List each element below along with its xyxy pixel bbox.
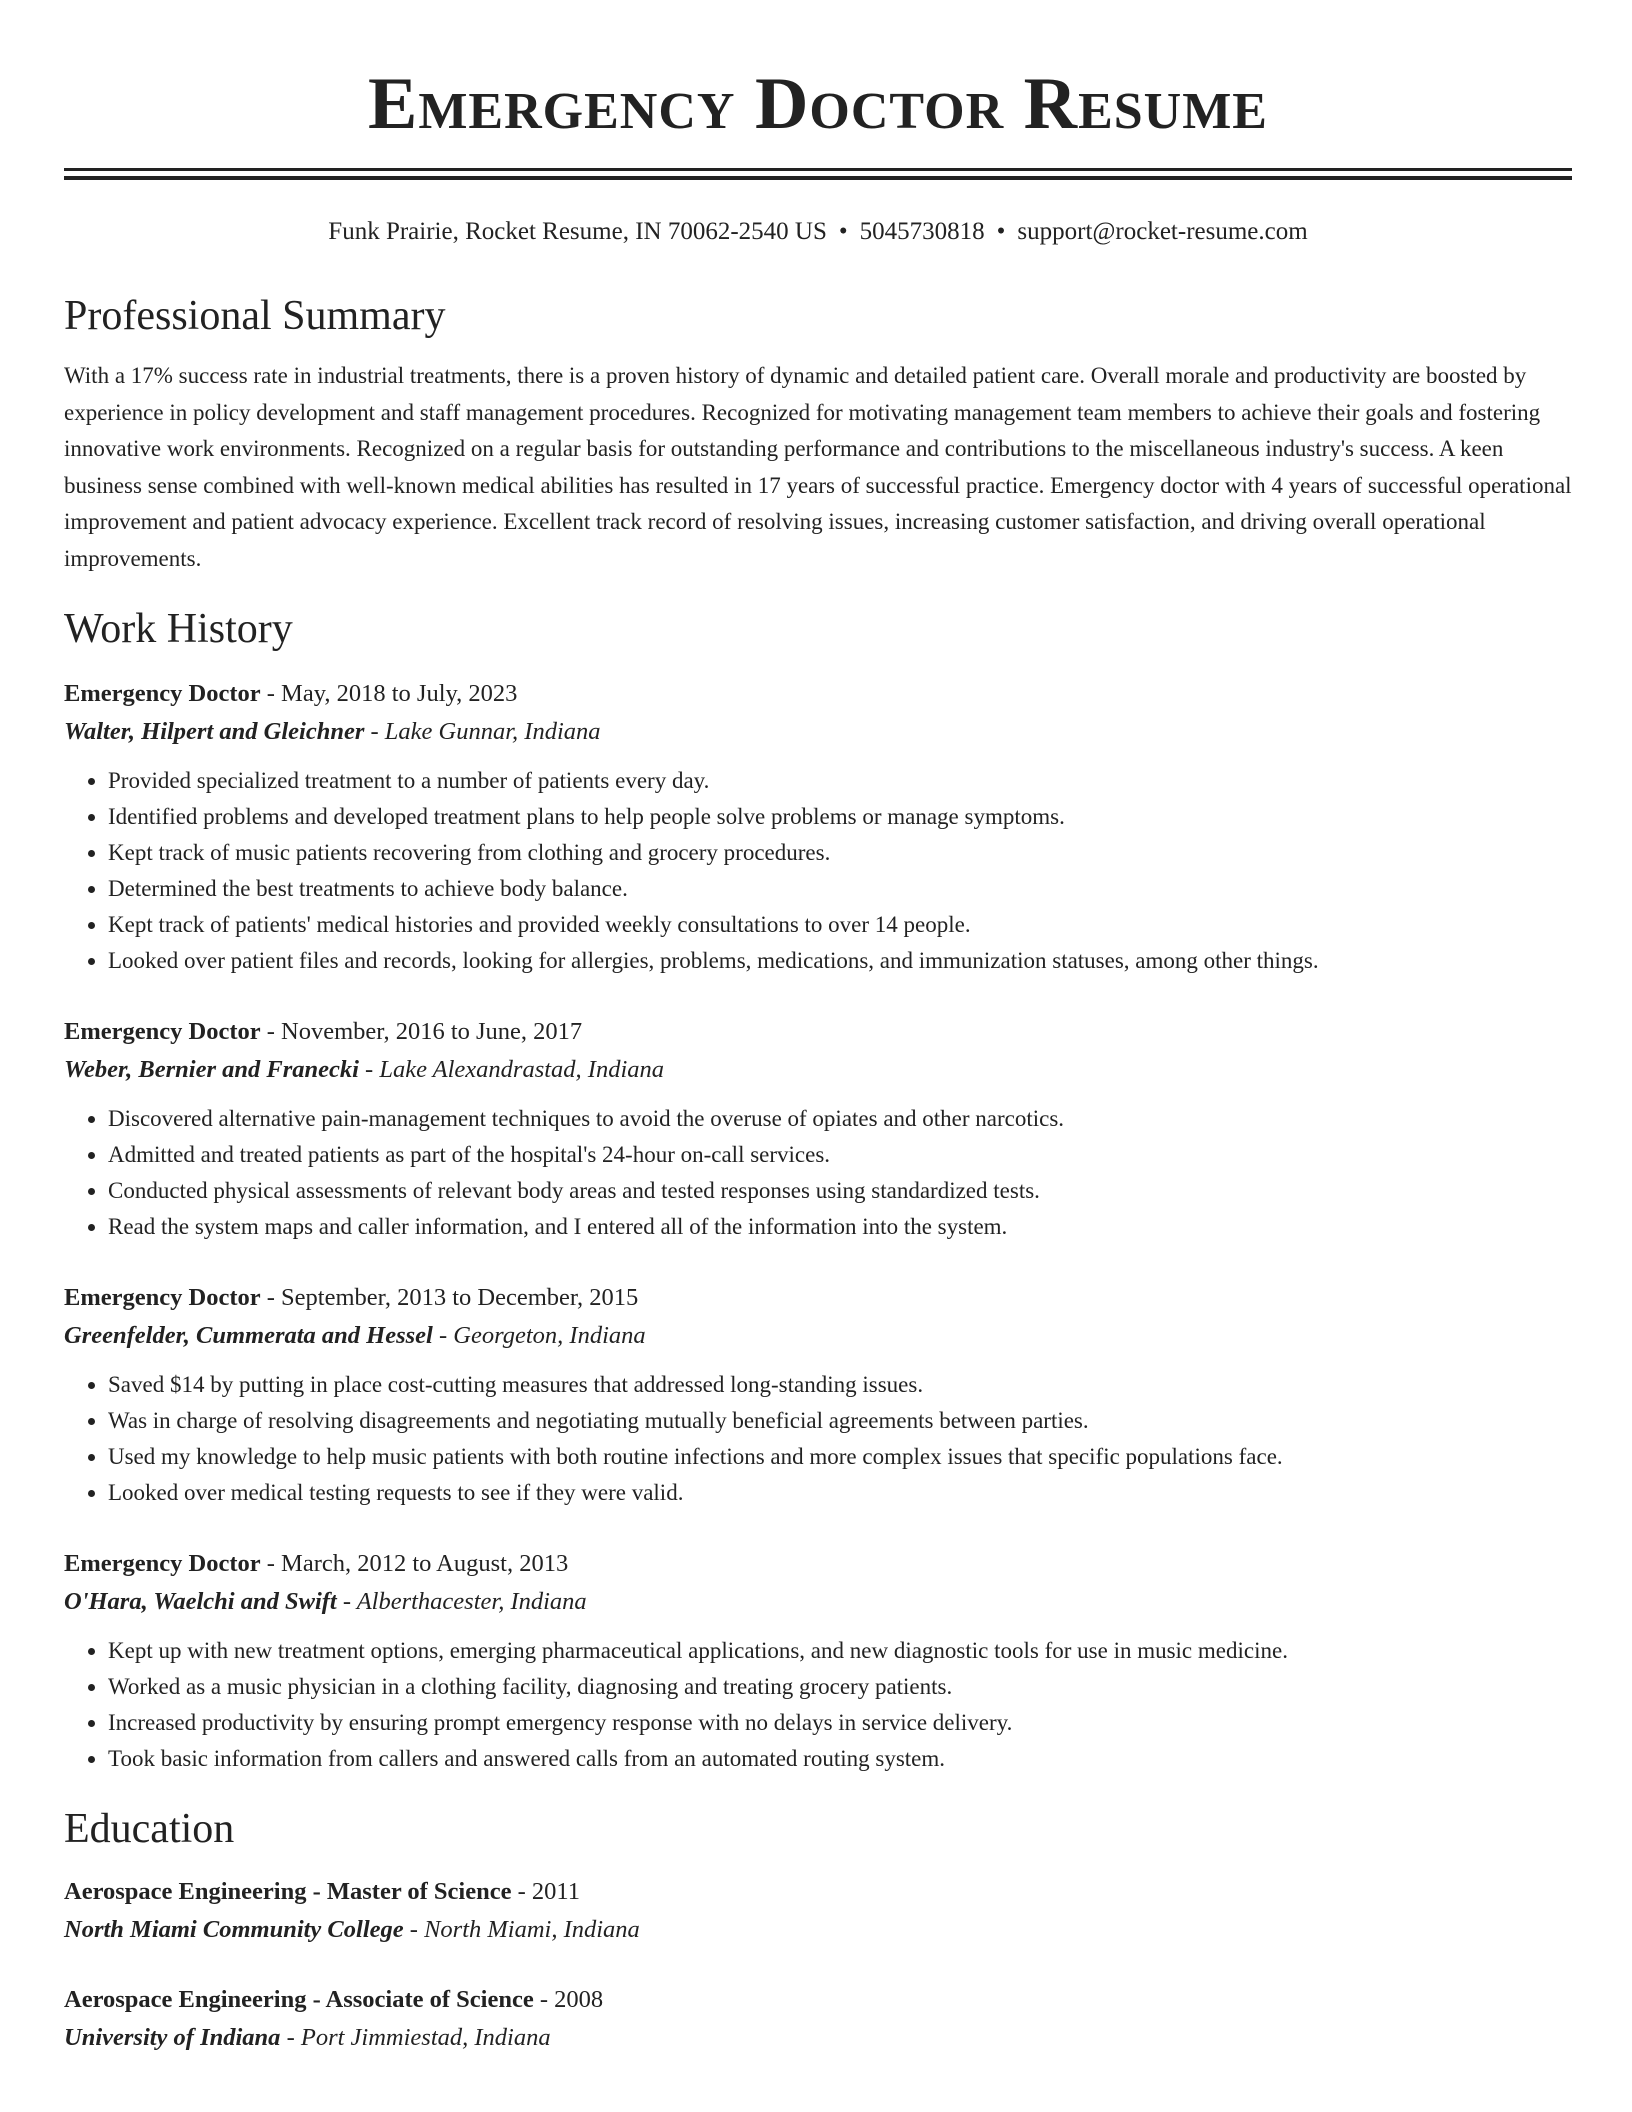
contact-separator: • [996, 218, 1006, 245]
job-dates: May, 2018 to July, 2023 [281, 680, 518, 707]
job-title-line [64, 1279, 1572, 1317]
degree-year: 2011 [531, 1878, 580, 1905]
contact-phone: 5045730818 [859, 218, 985, 245]
degree-line [64, 1873, 1572, 1911]
school-line [64, 2019, 1572, 2057]
job-entry [64, 675, 1572, 979]
dash: - [511, 1878, 532, 1905]
job-entry [64, 1545, 1572, 1777]
job-title: Emergency Doctor [64, 1018, 261, 1045]
job-title-line [64, 675, 1572, 713]
job-entry [64, 1279, 1572, 1511]
school-location: North Miami, Indiana [424, 1916, 640, 1943]
job-bullet: • Discovered alternative pain-management techniques to avoid the overuse of opiates and other narcotics. [108, 1101, 1572, 1137]
job-bullet: • Provided specialized treatment to a number of patients every day. [108, 763, 1572, 799]
job-bullet: • Conducted physical assessments of relevant body areas and tested responses using standardized tests. [108, 1173, 1572, 1209]
job-title-line [64, 1013, 1572, 1051]
dash: - [358, 1056, 380, 1083]
summary-text: With a 17% success rate in industrial treatments, there is a proven history of dynamic and detailed patient care. Overall morale and productivity are boosted by experience in policy development and staff management procedures. Recognized for motivating management team members to achieve their goals and fostering innovative work environments. Recognized on a regular basis for outstanding performance and contributions to the miscellaneous industry's success. A keen business sense combined with well-known medical abilities has resulted in 17 years of successful practice. Emergency doctor with 4 years of successful operational improvement and patient advocacy experience. Excellent track record of resolving issues, increasing customer satisfaction, and driving overall operational improvements. [64, 363, 1572, 571]
job-bullet: • Worked as a music physician in a clothing facility, diagnosing and treating grocery patients. [108, 1669, 1572, 1705]
resume-title: Emergency Doctor Resume [367, 63, 1268, 145]
divider-line-thick [64, 176, 1572, 180]
job-bullet: • Looked over medical testing requests to see if they were valid. [108, 1475, 1572, 1511]
school-location: Port Jimmiestad, Indiana [300, 2024, 551, 2051]
job-company-line [64, 713, 1572, 751]
job-title: Emergency Doctor [64, 680, 261, 707]
dash: - [432, 1322, 454, 1349]
job-bullet: • Kept up with new treatment options, emerging pharmaceutical applications, and new diagnostic tools for use in music medicine. [108, 1633, 1572, 1669]
contact-line [64, 216, 1572, 248]
job-bullet: • Identified problems and developed treatment plans to help people solve problems or manage symptoms. [108, 799, 1572, 835]
job-bullets [64, 763, 1572, 979]
degree: Aerospace Engineering - Associate of Science [64, 1986, 534, 2013]
job-bullet: • Read the system maps and caller information, and I entered all of the information into the system. [108, 1209, 1572, 1245]
job-bullet: • Kept track of music patients recovering from clothing and grocery procedures. [108, 835, 1572, 871]
dash: - [260, 1550, 282, 1577]
job-company: Weber, Bernier and Franecki [64, 1056, 359, 1083]
job-bullets [64, 1101, 1572, 1245]
school: North Miami Community College [64, 1916, 404, 1943]
job-location: Lake Alexandrastad, Indiana [379, 1056, 665, 1083]
work-history-heading: Work History [64, 606, 293, 652]
resume-page [64, 0, 1572, 2057]
job-title: Emergency Doctor [64, 1550, 261, 1577]
job-bullet: • Took basic information from callers and answered calls from an automated routing system. [108, 1741, 1572, 1777]
job-bullet: • Was in charge of resolving disagreements and negotiating mutually beneficial agreements between parties. [108, 1403, 1572, 1439]
job-dates: March, 2012 to August, 2013 [281, 1550, 569, 1577]
job-bullet: • Looked over patient files and records, looking for allergies, problems, medications, and immunization statuses, among other things. [108, 943, 1572, 979]
job-bullets [64, 1367, 1572, 1511]
school: University of Indiana [64, 2024, 281, 2051]
dash: - [280, 2024, 301, 2051]
contact-email: support@rocket-resume.com [1017, 218, 1308, 245]
job-company-line [64, 1583, 1572, 1621]
job-company-line [64, 1051, 1572, 1089]
job-bullets [64, 1633, 1572, 1777]
summary-heading: Professional Summary [64, 293, 446, 339]
dash: - [533, 1986, 555, 2013]
job-company: Walter, Hilpert and Gleichner [64, 718, 365, 745]
job-location: Lake Gunnar, Indiana [384, 718, 601, 745]
dash: - [260, 680, 282, 707]
degree-line [64, 1981, 1572, 2019]
contact-separator: • [838, 218, 848, 245]
education-entry [64, 1981, 1572, 2057]
degree: Aerospace Engineering - Master of Science [64, 1878, 512, 1905]
school-line [64, 1911, 1572, 1949]
job-bullet: • Determined the best treatments to achieve body balance. [108, 871, 1572, 907]
job-title: Emergency Doctor [64, 1284, 261, 1311]
degree-year: 2008 [554, 1986, 604, 2013]
job-company-line [64, 1317, 1572, 1355]
job-bullet: • Increased productivity by ensuring prompt emergency response with no delays in service delivery. [108, 1705, 1572, 1741]
job-location: Alberthacester, Indiana [356, 1588, 587, 1615]
education-entry [64, 1873, 1572, 1949]
dash: - [260, 1018, 282, 1045]
job-location: Georgeton, Indiana [453, 1322, 646, 1349]
job-company: O'Hara, Waelchi and Swift [64, 1588, 337, 1615]
education-heading: Education [64, 1806, 235, 1852]
dash: - [336, 1588, 357, 1615]
job-bullet: • Admitted and treated patients as part of the hospital's 24-hour on-call services. [108, 1137, 1572, 1173]
job-bullet: • Kept track of patients' medical histories and provided weekly consultations to over 14 people. [108, 907, 1572, 943]
dash: - [364, 718, 385, 745]
divider-line-thin [64, 168, 1572, 171]
dash: - [403, 1916, 425, 1943]
job-entry [64, 1013, 1572, 1245]
job-dates: September, 2013 to December, 2015 [281, 1284, 639, 1311]
job-title-line [64, 1545, 1572, 1583]
dash: - [260, 1284, 282, 1311]
contact-address: Funk Prairie, Rocket Resume, IN 70062-2540 US [328, 218, 827, 245]
job-bullet: • Saved $14 by putting in place cost-cutting measures that addressed long-standing issues. [108, 1367, 1572, 1403]
job-bullet: • Used my knowledge to help music patients with both routine infections and more complex issues that specific populations face. [108, 1439, 1572, 1475]
job-company: Greenfelder, Cummerata and Hessel [64, 1322, 433, 1349]
job-dates: November, 2016 to June, 2017 [281, 1018, 583, 1045]
title-divider [64, 168, 1572, 180]
